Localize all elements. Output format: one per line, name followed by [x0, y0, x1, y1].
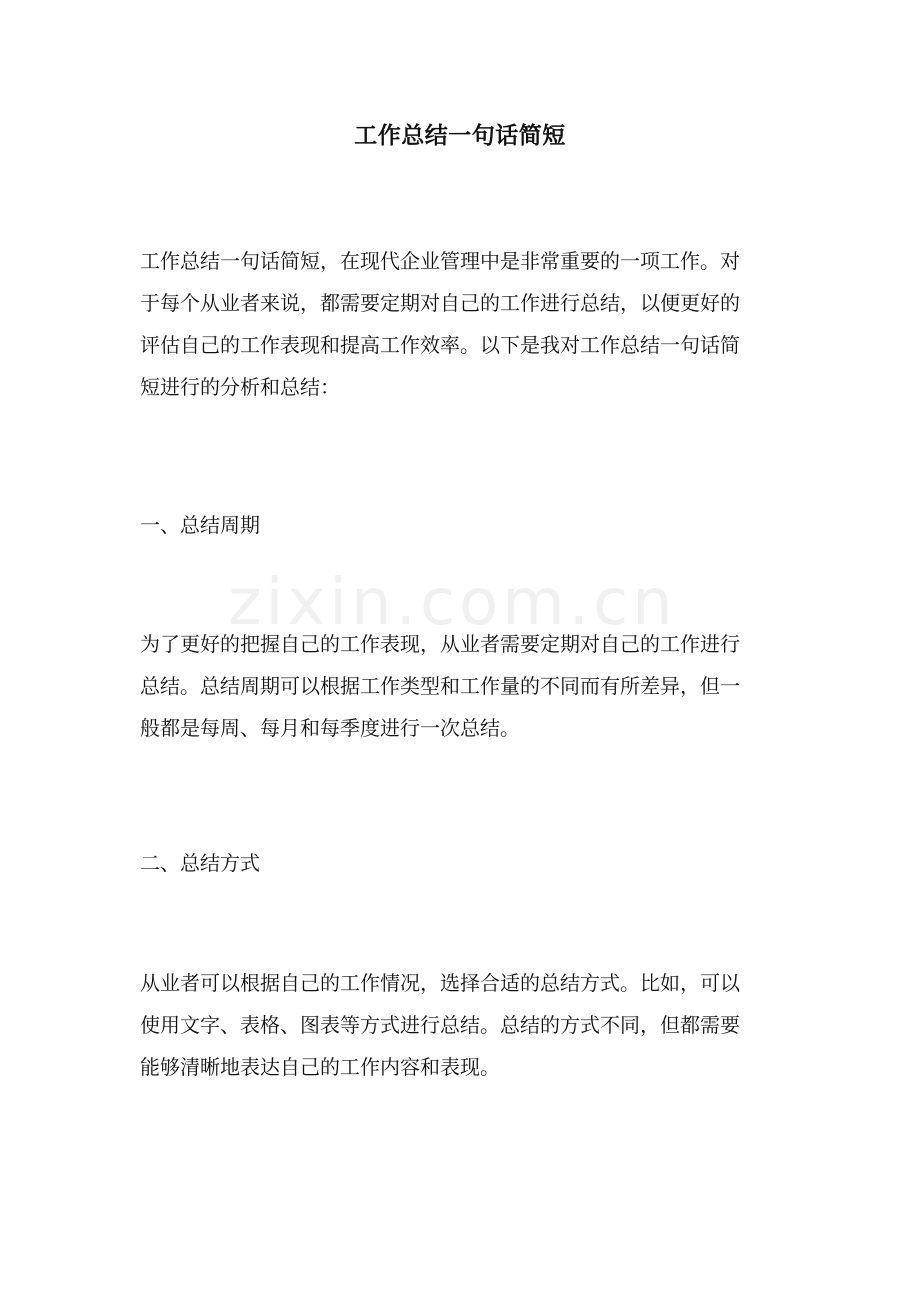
paragraph-line: 评估自己的工作表现和提高工作效率。以下是我对工作总结一句话简 [140, 333, 740, 357]
document-title: 工作总结一句话简短 [354, 122, 566, 149]
section-heading-method: 二、总结方式 [140, 851, 260, 875]
paragraph-line: 般都是每周、每月和每季度进行一次总结。 [140, 716, 520, 740]
paragraph-line: 工作总结一句话简短，在现代企业管理中是非常重要的一项工作。对 [140, 249, 740, 273]
paragraph-line: 为了更好的把握自己的工作表现，从业者需要定期对自己的工作进行 [140, 632, 740, 656]
paragraph-line: 从业者可以根据自己的工作情况，选择合适的总结方式。比如，可以 [140, 971, 740, 995]
paragraph-line: 总结。总结周期可以根据工作类型和工作量的不同而有所差异，但一 [140, 674, 740, 698]
watermark: zixin.com.cn [228, 566, 677, 640]
section-heading-cycle: 一、总结周期 [140, 513, 260, 537]
paragraph-line: 于每个从业者来说，都需要定期对自己的工作进行总结，以便更好的 [140, 291, 740, 315]
paragraph-line: 使用文字、表格、图表等方式进行总结。总结的方式不同，但都需要 [140, 1013, 740, 1037]
section-cycle-paragraph [140, 623, 800, 749]
paragraph-line: 能够清晰地表达自己的工作内容和表现。 [140, 1055, 500, 1079]
section-method-paragraph [140, 962, 800, 1088]
paragraph-line: 短进行的分析和总结： [140, 375, 340, 399]
intro-paragraph [140, 240, 800, 408]
